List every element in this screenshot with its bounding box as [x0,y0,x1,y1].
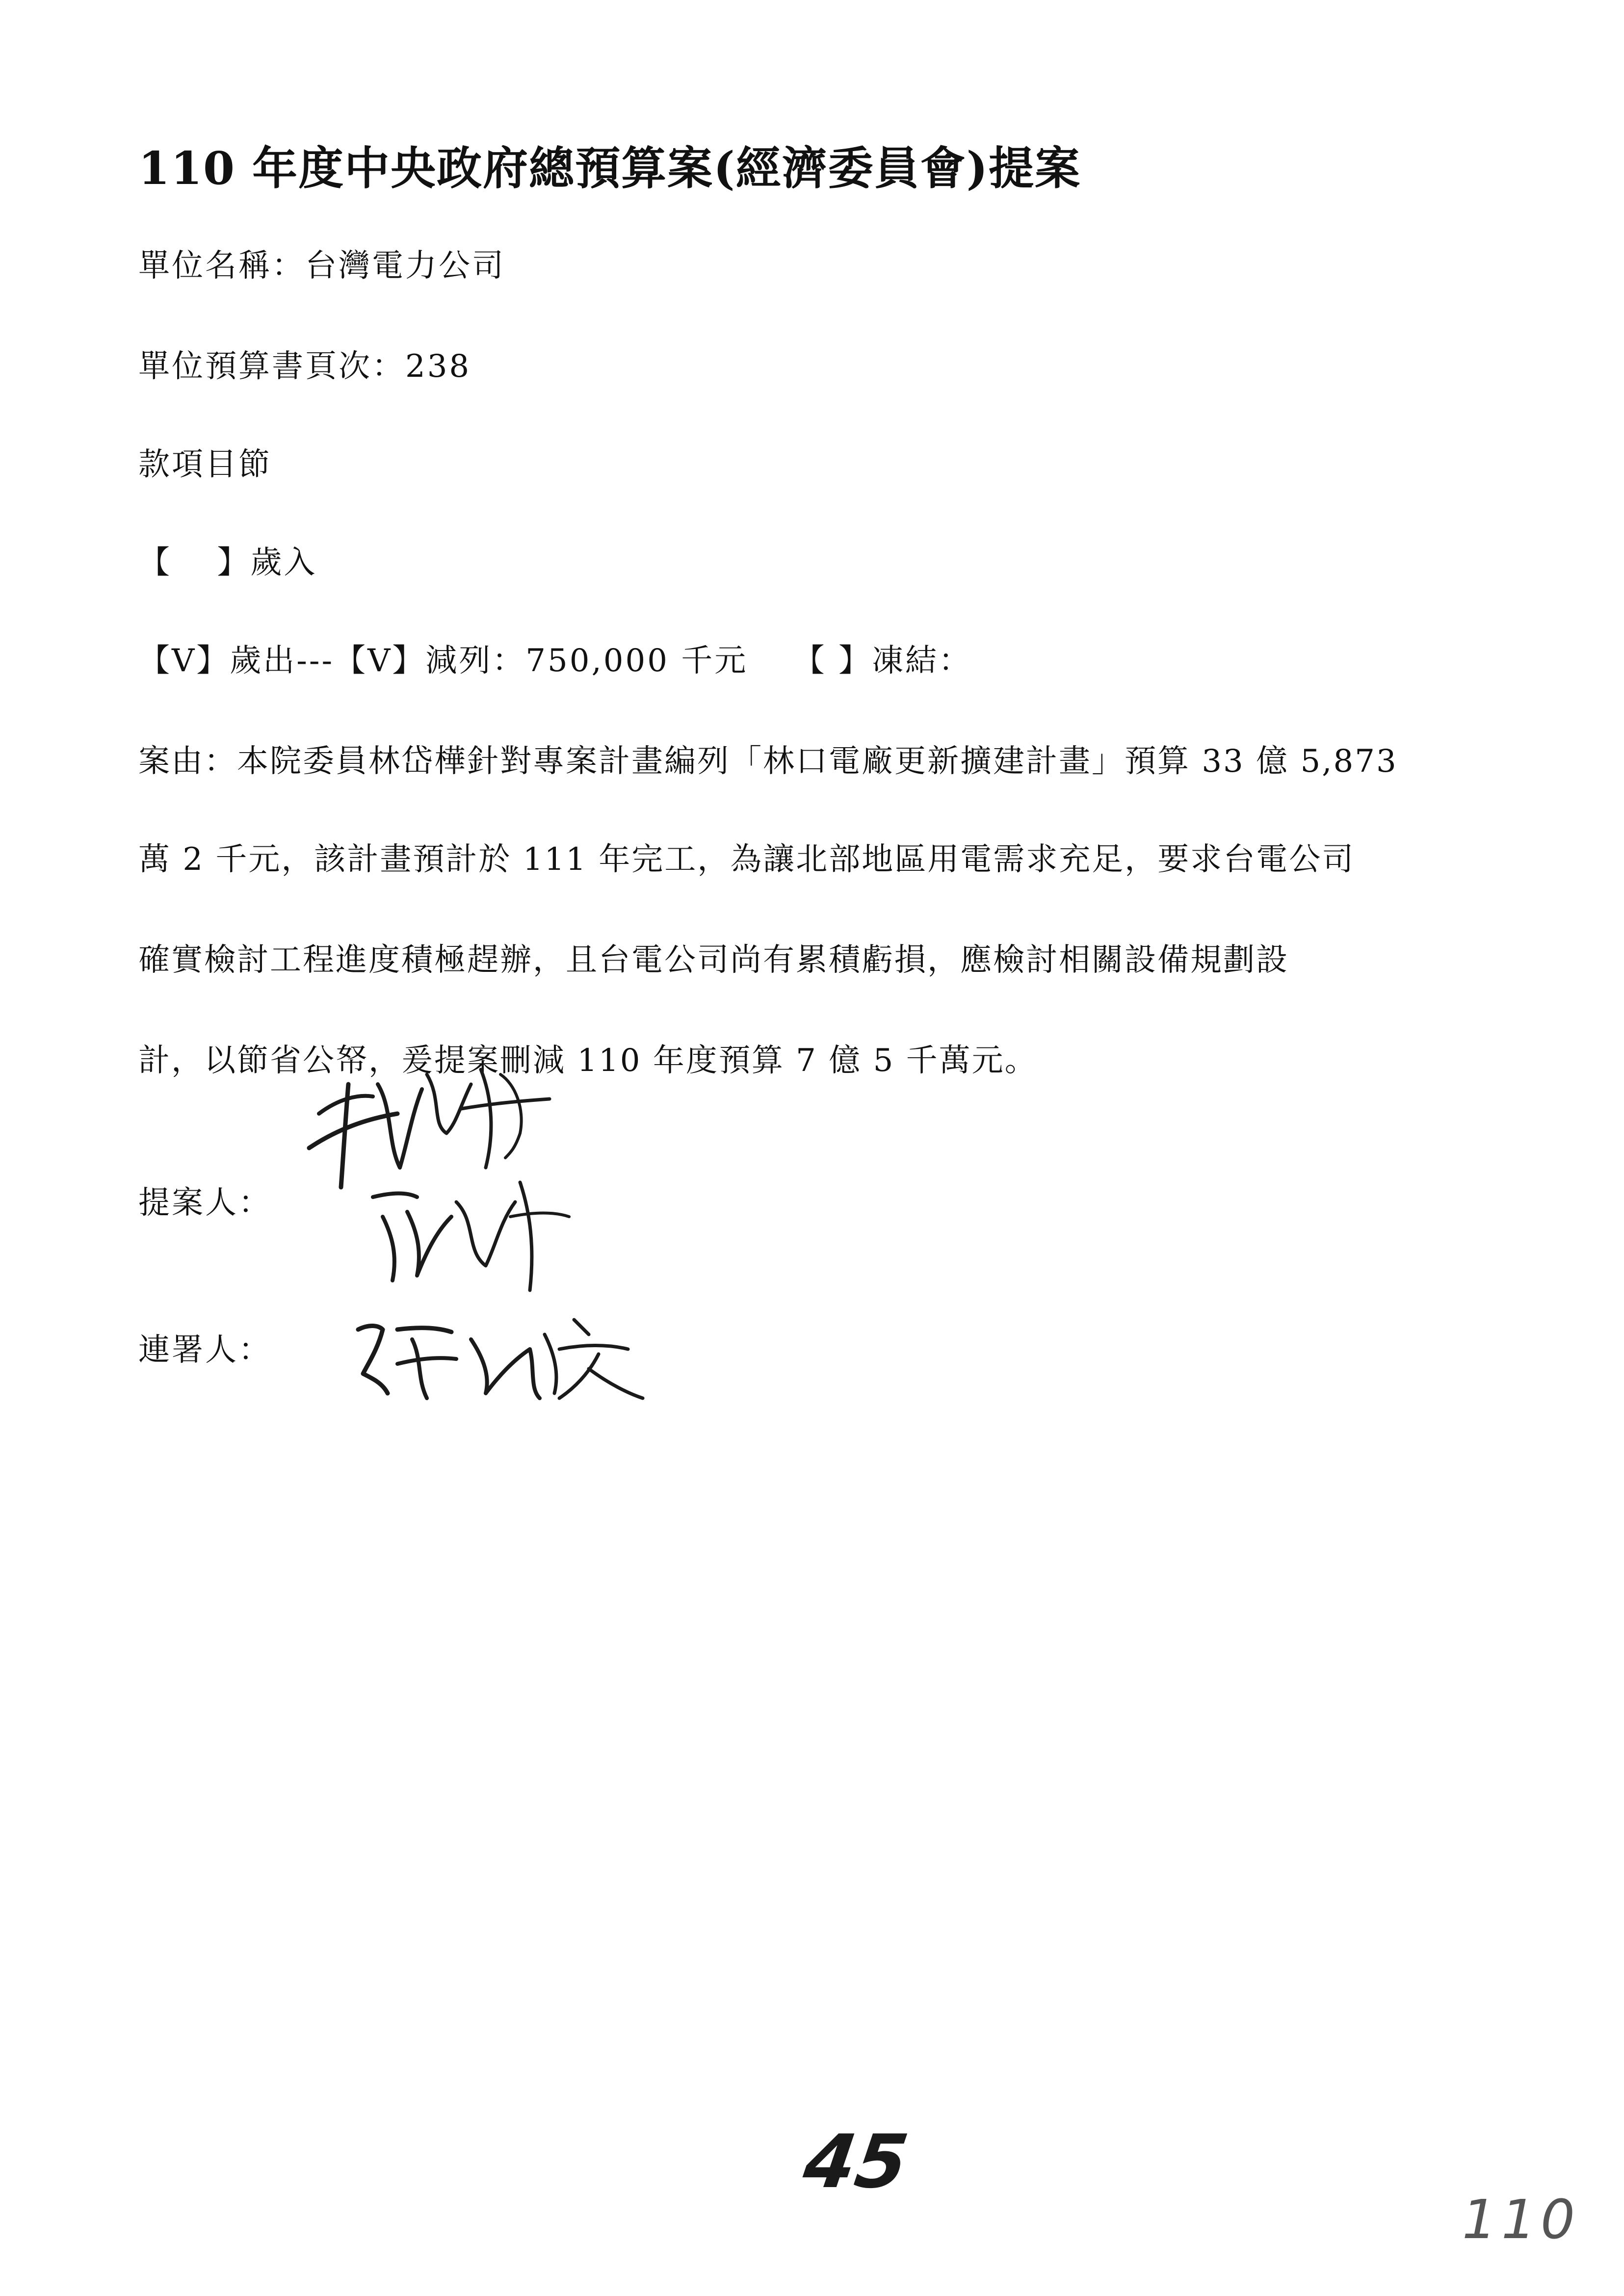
page-number: 45 [798,2119,913,2205]
reason-line-4: 計，以節省公帑，爰提案刪減 110 年度預算 7 億 5 千萬元。 [138,1043,1038,1079]
item-line: 款項目節 [138,446,272,483]
unit-name-line: 單位名稱：台灣電力公司 [138,248,505,284]
page-title: 110 年度中央政府總預算案(經濟委員會)提案 [138,142,1081,195]
reason-line-1: 案由：本院委員林岱樺針對專案計畫編列「林口電廠更新擴建計畫」預算 33 億 5,873 [138,743,1398,780]
signature-cosigner [343,1300,648,1408]
expense-line: 【V】歲出---【V】減列：750,000 千元 【 】凍結： [138,643,972,679]
proposer-label: 提案人： [138,1185,272,1221]
reason-line-3: 確實檢討工程進度積極趕辦，且台電公司尚有累積虧損，應檢討相關設備規劃設 [138,942,1289,978]
income-line: 【 】歲入 [138,545,317,581]
budget-page-line: 單位預算書頁次：238 [138,348,471,385]
cosigner-label: 連署人： [138,1332,272,1368]
signature-proposer-2 [363,1163,579,1300]
reason-line-2: 萬 2 千元，該計畫預計於 111 年完工，為讓北部地區用電需求充足，要求台電公司 [138,841,1355,878]
corner-number: 110 [1462,2188,1580,2251]
